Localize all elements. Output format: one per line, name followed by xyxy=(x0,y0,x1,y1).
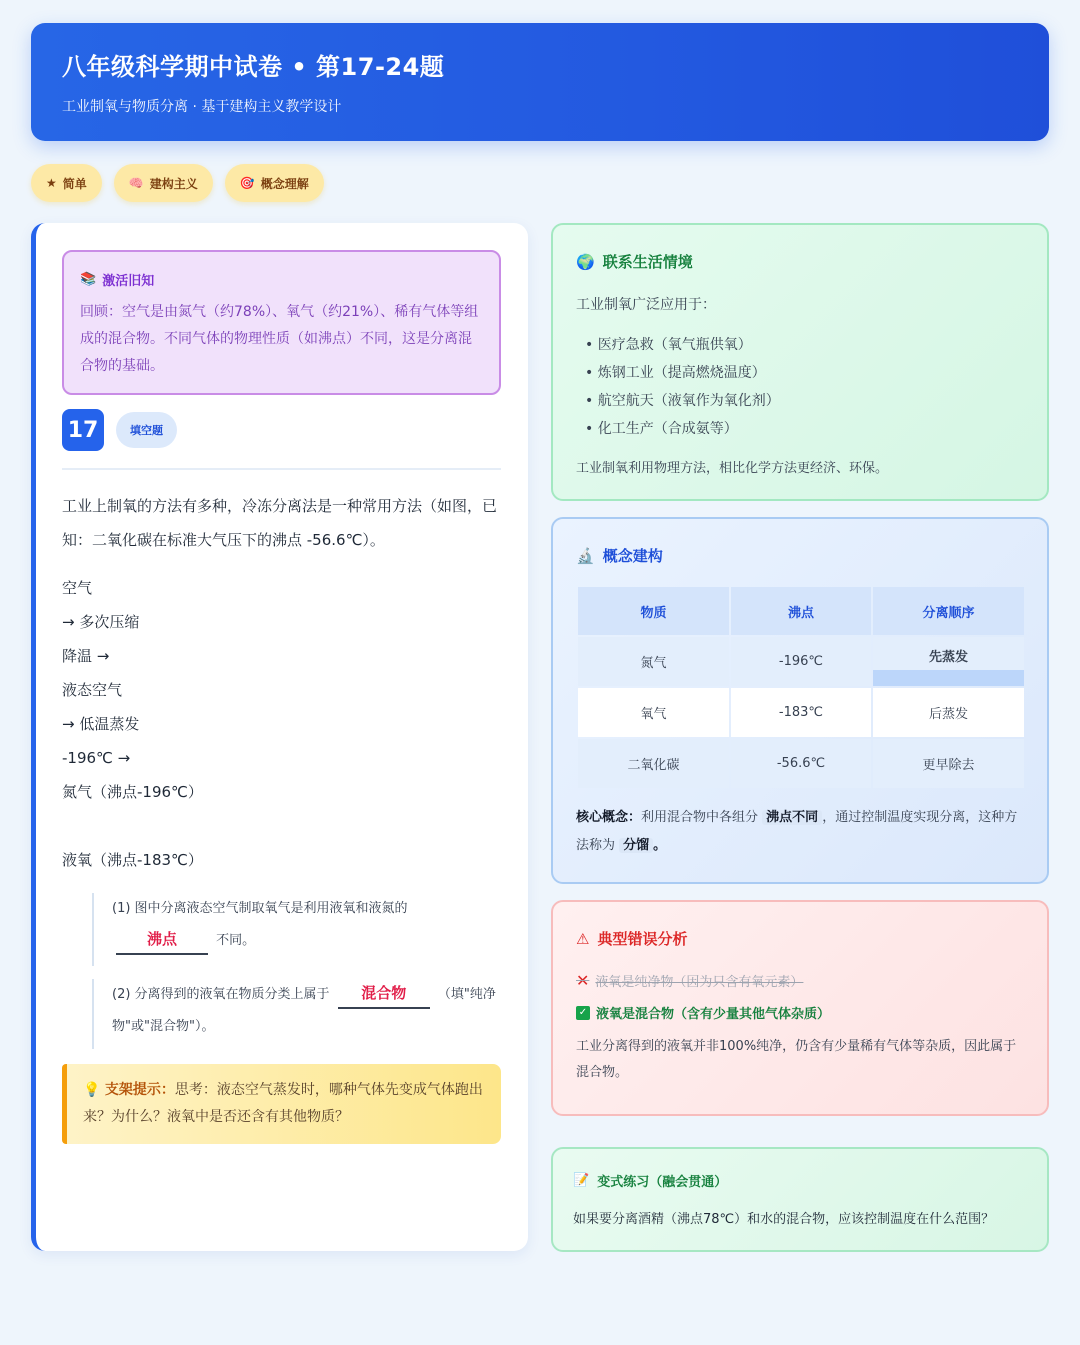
page-subtitle: 工业制氧与物质分离 · 基于建构主义教学设计 xyxy=(62,99,342,115)
cell-text: 先蒸发 xyxy=(928,650,968,665)
table-cell: 氮气 xyxy=(578,637,729,686)
core-label: 核心概念： xyxy=(576,810,642,825)
warning-icon: ⚠ xyxy=(576,929,590,948)
target-icon: 🎯 xyxy=(239,176,255,190)
tag-label: 建构主义 xyxy=(149,176,198,191)
sub-question-suffix: 不同。 xyxy=(216,933,256,948)
concept-card xyxy=(551,517,1049,884)
boiling-point-table xyxy=(576,585,1026,790)
flow-step: → 低温蒸发 xyxy=(62,715,140,733)
life-context-card xyxy=(551,223,1049,501)
core-text: 利用混合物中各组分 xyxy=(641,810,759,825)
lightbulb-icon: 💡 xyxy=(83,1082,101,1098)
page-header xyxy=(31,23,1049,141)
correct-text: 液氧是混合物（含有少量其他气体杂质） xyxy=(596,1007,831,1022)
list-item: • 炼钢工业（提高燃烧温度） xyxy=(576,359,1024,387)
card-title: 变式练习（融会贯通） xyxy=(597,1175,728,1190)
card-title-row xyxy=(576,545,1024,566)
core-end: 。 xyxy=(653,838,667,853)
table-row xyxy=(578,688,1024,737)
highlight-term: 沸点不同 xyxy=(762,810,822,825)
star-icon: ★ xyxy=(46,176,57,190)
tag-label: 概念理解 xyxy=(260,176,309,191)
divider xyxy=(62,468,501,470)
flow-step: 液氧（沸点-183℃） xyxy=(62,851,203,869)
table-header-row xyxy=(578,587,1024,635)
table-cell: -183℃ xyxy=(731,688,871,737)
question-card xyxy=(31,223,528,1251)
error-explanation: 工业分离得到的液氧并非100%纯净，仍含有少量稀有气体等杂质，因此属于混合物。 xyxy=(576,1039,1017,1080)
column-header: 物质 xyxy=(578,587,729,635)
column-header: 沸点 xyxy=(731,587,871,635)
tag-label: 简单 xyxy=(62,176,87,191)
sub-question-2 xyxy=(92,979,502,1049)
flow-step: 液态空气 xyxy=(62,681,123,699)
error-analysis-card xyxy=(551,900,1049,1116)
table-cell: 二氧化碳 xyxy=(578,739,729,788)
recall-body: 回顾：空气是由氮气（约78%）、氧气（约21%）、稀有气体等组成的混合物。不同气体的物理性质（如沸点）不同，这是分离混合物的基础。 xyxy=(80,304,479,374)
page-title: 八年级科学期中试卷 • 第17-24题 xyxy=(62,53,445,81)
sub-question-1 xyxy=(92,893,502,966)
hint-label: 支架提示： xyxy=(104,1082,175,1098)
tag-goal xyxy=(225,164,324,202)
memo-icon: 📝 xyxy=(573,1173,590,1188)
table-cell: -56.6℃ xyxy=(731,739,871,788)
highlight-term: 分馏 xyxy=(619,838,653,853)
table-cell: 后蒸发 xyxy=(873,688,1024,737)
cross-icon: ✕ xyxy=(576,971,590,990)
flow-step: 空气 xyxy=(62,579,93,597)
flow-step: 降温 → xyxy=(62,647,110,665)
tag-method xyxy=(114,164,213,202)
microscope-icon: 🔬 xyxy=(576,546,595,565)
wrong-statement xyxy=(576,971,1024,990)
tag-difficulty xyxy=(31,164,102,202)
globe-icon: 🌍 xyxy=(576,252,595,271)
question-type-badge: 填空题 xyxy=(116,412,177,448)
card-title: 概念建构 xyxy=(602,547,663,565)
wrong-text: 液氧是纯净物（因为只含有氧元素） xyxy=(595,975,804,990)
tag-list xyxy=(31,164,324,202)
hint-text: 思考：液态空气蒸发时，哪种气体先变成气体跑出来？为什么？液氧中是否还含有其他物质？ xyxy=(83,1082,483,1125)
application-list xyxy=(576,331,1024,443)
practice-card xyxy=(551,1147,1049,1252)
highlight-bar xyxy=(873,670,1024,686)
brain-icon: 🧠 xyxy=(128,176,144,190)
recall-title-row xyxy=(80,270,483,289)
sub-question-suffix: （填"纯净物"或"混合物"）。 xyxy=(112,987,496,1034)
flow-step: 氮气（沸点-196℃） xyxy=(62,783,203,801)
card-title-row xyxy=(576,251,1024,272)
recall-box xyxy=(62,250,501,395)
table-row xyxy=(578,739,1024,788)
list-item: • 医疗急救（氧气瓶供氧） xyxy=(576,331,1024,359)
list-item: • 化工生产（合成氨等） xyxy=(576,415,1024,443)
check-icon: ✓ xyxy=(576,1006,590,1020)
correct-statement xyxy=(576,1003,1024,1022)
sub-question-text: (2) 分离得到的液氧在物质分类上属于 xyxy=(112,987,330,1002)
sub-question-text: (1) 图中分离液态空气制取氧气是利用液氧和液氮的 xyxy=(112,901,408,916)
table-cell: 更早除去 xyxy=(873,739,1024,788)
answer-blank[interactable]: 沸点 xyxy=(116,925,208,955)
life-note: 工业制氧利用物理方法，相比化学方法更经济、环保。 xyxy=(576,461,889,476)
question-number: 17 xyxy=(62,409,104,451)
recall-title: 激活旧知 xyxy=(102,274,155,289)
scaffold-hint xyxy=(62,1064,501,1144)
table-cell: -196℃ xyxy=(731,637,871,686)
table-row xyxy=(578,637,1024,686)
question-stem: 工业上制氧的方法有多种，冷冻分离法是一种常用方法（如图，已知：二氧化碳在标准大气压下的沸点 -56.6℃）。 xyxy=(62,497,498,549)
core-text: ，通过控制温度实现分离，这种方法称为 xyxy=(576,810,1018,853)
card-title: 典型错误分析 xyxy=(597,930,688,948)
list-item: • 航空航天（液氧作为氧化剂） xyxy=(576,387,1024,415)
table-cell: 氧气 xyxy=(578,688,729,737)
column-header: 分离顺序 xyxy=(873,587,1024,635)
flow-step xyxy=(62,809,203,843)
flow-step: -196℃ → xyxy=(62,749,131,767)
core-concept xyxy=(576,804,1024,860)
card-title: 联系生活情境 xyxy=(602,253,693,271)
life-intro: 工业制氧广泛应用于： xyxy=(576,297,716,313)
process-flow xyxy=(62,571,203,877)
flow-step: → 多次压缩 xyxy=(62,613,140,631)
card-title-row xyxy=(573,1171,1027,1190)
practice-question: 如果要分离酒精（沸点78℃）和水的混合物，应该控制温度在什么范围？ xyxy=(573,1212,995,1227)
card-title-row xyxy=(576,928,1024,949)
books-icon: 📚 xyxy=(80,272,97,287)
table-cell-highlight xyxy=(873,637,1024,686)
question-header xyxy=(62,409,177,451)
answer-blank[interactable]: 混合物 xyxy=(338,979,430,1009)
